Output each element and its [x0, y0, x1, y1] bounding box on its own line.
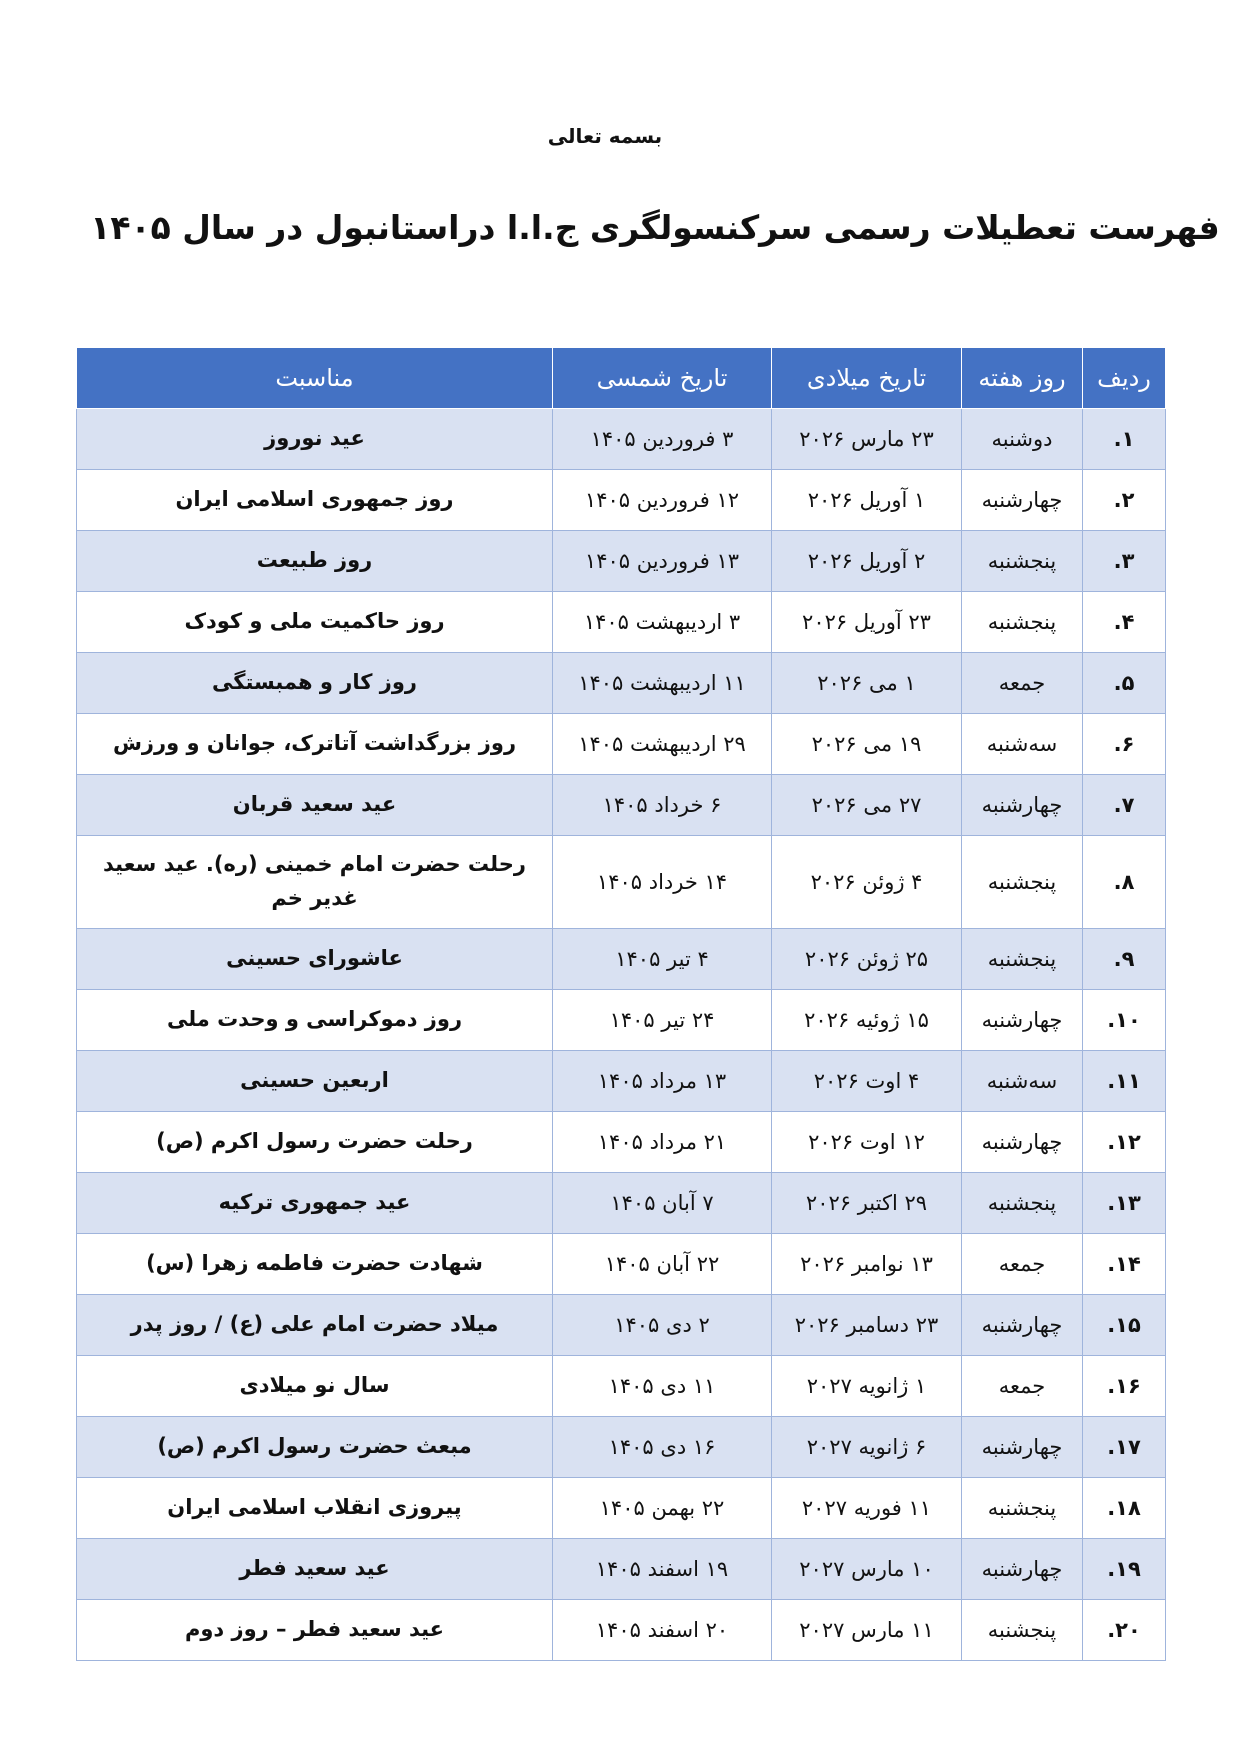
occasion-cell: پیروزی انقلاب اسلامی ایران [77, 1478, 553, 1539]
gregorian-date-cell: ۱۹ می ۲۰۲۶ [772, 714, 962, 775]
weekday-cell: جمعه [962, 1356, 1083, 1417]
page-title: فهرست تعطیلات رسمی سرکنسولگری ج.ا.ا دراستانبول در سال ۱۴۰۵ [90, 208, 1220, 247]
table-row [77, 1173, 1166, 1234]
row-number-cell: ۱. [1083, 409, 1166, 470]
occasion-cell: عید سعید فطر – روز دوم [77, 1600, 553, 1661]
shamsi-date-cell: ۱۱ اردیبهشت ۱۴۰۵ [553, 653, 772, 714]
weekday-cell: پنجشنبه [962, 1478, 1083, 1539]
table-row [77, 1112, 1166, 1173]
holidays-table [76, 347, 1166, 1661]
shamsi-date-cell: ۱۹ اسفند ۱۴۰۵ [553, 1539, 772, 1600]
gregorian-date-cell: ۱ آوریل ۲۰۲۶ [772, 470, 962, 531]
occasion-cell: عید نوروز [77, 409, 553, 470]
row-number-cell: ۱۹. [1083, 1539, 1166, 1600]
row-number-cell: ۲۰. [1083, 1600, 1166, 1661]
weekday-cell: پنجشنبه [962, 531, 1083, 592]
gregorian-date-cell: ۱ ژانویه ۲۰۲۷ [772, 1356, 962, 1417]
row-number-cell: ۴. [1083, 592, 1166, 653]
column-header-shamsi-date: تاریخ شمسی [553, 348, 772, 409]
table-row [77, 990, 1166, 1051]
row-number-cell: ۱۸. [1083, 1478, 1166, 1539]
shamsi-date-cell: ۲۹ اردیبهشت ۱۴۰۵ [553, 714, 772, 775]
occasion-cell: عید جمهوری ترکیه [77, 1173, 553, 1234]
shamsi-date-cell: ۲۱ مرداد ۱۴۰۵ [553, 1112, 772, 1173]
occasion-cell: روز حاکمیت ملی و کودک [77, 592, 553, 653]
shamsi-date-cell: ۲۲ آبان ۱۴۰۵ [553, 1234, 772, 1295]
occasion-cell: اربعین حسینی [77, 1051, 553, 1112]
shamsi-date-cell: ۲۲ بهمن ۱۴۰۵ [553, 1478, 772, 1539]
gregorian-date-cell: ۲۷ می ۲۰۲۶ [772, 775, 962, 836]
weekday-cell: پنجشنبه [962, 836, 1083, 929]
table-header-row [77, 348, 1166, 409]
basmala-heading: بسمه تعالی [547, 124, 663, 148]
row-number-cell: ۱۳. [1083, 1173, 1166, 1234]
gregorian-date-cell: ۲۳ دسامبر ۲۰۲۶ [772, 1295, 962, 1356]
gregorian-date-cell: ۱۱ فوریه ۲۰۲۷ [772, 1478, 962, 1539]
gregorian-date-cell: ۲ آوریل ۲۰۲۶ [772, 531, 962, 592]
shamsi-date-cell: ۲۰ اسفند ۱۴۰۵ [553, 1600, 772, 1661]
table-row [77, 1295, 1166, 1356]
weekday-cell: سه‌شنبه [962, 1051, 1083, 1112]
gregorian-date-cell: ۱۲ اوت ۲۰۲۶ [772, 1112, 962, 1173]
shamsi-date-cell: ۱۱ دی ۱۴۰۵ [553, 1356, 772, 1417]
weekday-cell: سه‌شنبه [962, 714, 1083, 775]
table-row [77, 775, 1166, 836]
shamsi-date-cell: ۱۶ دی ۱۴۰۵ [553, 1417, 772, 1478]
weekday-cell: چهارشنبه [962, 990, 1083, 1051]
shamsi-date-cell: ۳ اردیبهشت ۱۴۰۵ [553, 592, 772, 653]
shamsi-date-cell: ۱۳ فروردین ۱۴۰۵ [553, 531, 772, 592]
gregorian-date-cell: ۲۳ مارس ۲۰۲۶ [772, 409, 962, 470]
shamsi-date-cell: ۶ خرداد ۱۴۰۵ [553, 775, 772, 836]
occasion-cell: روز دموکراسی و وحدت ملی [77, 990, 553, 1051]
shamsi-date-cell: ۴ تیر ۱۴۰۵ [553, 929, 772, 990]
occasion-cell: رحلت حضرت امام خمینی (ره). عید سعید غدیر خم [77, 836, 553, 929]
weekday-cell: چهارشنبه [962, 1112, 1083, 1173]
column-header-weekday: روز هفته [962, 348, 1083, 409]
weekday-cell: دوشنبه [962, 409, 1083, 470]
weekday-cell: جمعه [962, 653, 1083, 714]
occasion-cell: شهادت حضرت فاطمه زهرا (س) [77, 1234, 553, 1295]
gregorian-date-cell: ۲۳ آوریل ۲۰۲۶ [772, 592, 962, 653]
row-number-cell: ۳. [1083, 531, 1166, 592]
weekday-cell: چهارشنبه [962, 1539, 1083, 1600]
gregorian-date-cell: ۱ می ۲۰۲۶ [772, 653, 962, 714]
gregorian-date-cell: ۱۳ نوامبر ۲۰۲۶ [772, 1234, 962, 1295]
row-number-cell: ۱۱. [1083, 1051, 1166, 1112]
weekday-cell: جمعه [962, 1234, 1083, 1295]
table-row [77, 409, 1166, 470]
occasion-cell: روز کار و همبستگی [77, 653, 553, 714]
row-number-cell: ۸. [1083, 836, 1166, 929]
row-number-cell: ۱۰. [1083, 990, 1166, 1051]
table-row [77, 714, 1166, 775]
column-header-gregorian-date: تاریخ میلادی [772, 348, 962, 409]
occasion-cell: میلاد حضرت امام علی (ع) / روز پدر [77, 1295, 553, 1356]
weekday-cell: چهارشنبه [962, 470, 1083, 531]
gregorian-date-cell: ۱۰ مارس ۲۰۲۷ [772, 1539, 962, 1600]
gregorian-date-cell: ۶ ژانویه ۲۰۲۷ [772, 1417, 962, 1478]
shamsi-date-cell: ۱۳ مرداد ۱۴۰۵ [553, 1051, 772, 1112]
table-row [77, 1600, 1166, 1661]
gregorian-date-cell: ۲۵ ژوئن ۲۰۲۶ [772, 929, 962, 990]
weekday-cell: پنجشنبه [962, 929, 1083, 990]
occasion-cell: عید سعید فطر [77, 1539, 553, 1600]
occasion-cell: رحلت حضرت رسول اکرم (ص) [77, 1112, 553, 1173]
occasion-cell: روز بزرگداشت آتاترک، جوانان و ورزش [77, 714, 553, 775]
shamsi-date-cell: ۲۴ تیر ۱۴۰۵ [553, 990, 772, 1051]
row-number-cell: ۷. [1083, 775, 1166, 836]
gregorian-date-cell: ۱۵ ژوئیه ۲۰۲۶ [772, 990, 962, 1051]
table-row [77, 1051, 1166, 1112]
column-header-row-number: ردیف [1083, 348, 1166, 409]
occasion-cell: روز جمهوری اسلامی ایران [77, 470, 553, 531]
row-number-cell: ۵. [1083, 653, 1166, 714]
gregorian-date-cell: ۴ اوت ۲۰۲۶ [772, 1051, 962, 1112]
row-number-cell: ۹. [1083, 929, 1166, 990]
table-row [77, 1356, 1166, 1417]
weekday-cell: پنجشنبه [962, 1600, 1083, 1661]
column-header-occasion: مناسبت [77, 348, 553, 409]
table-row [77, 592, 1166, 653]
row-number-cell: ۱۷. [1083, 1417, 1166, 1478]
shamsi-date-cell: ۱۲ فروردین ۱۴۰۵ [553, 470, 772, 531]
occasion-cell: سال نو میلادی [77, 1356, 553, 1417]
occasion-cell: عاشورای حسینی [77, 929, 553, 990]
shamsi-date-cell: ۱۴ خرداد ۱۴۰۵ [553, 836, 772, 929]
gregorian-date-cell: ۴ ژوئن ۲۰۲۶ [772, 836, 962, 929]
table-row [77, 653, 1166, 714]
occasion-cell: روز طبیعت [77, 531, 553, 592]
occasion-cell: مبعث حضرت رسول اکرم (ص) [77, 1417, 553, 1478]
table-row [77, 836, 1166, 929]
row-number-cell: ۲. [1083, 470, 1166, 531]
row-number-cell: ۱۵. [1083, 1295, 1166, 1356]
row-number-cell: ۶. [1083, 714, 1166, 775]
table-row [77, 1478, 1166, 1539]
row-number-cell: ۱۲. [1083, 1112, 1166, 1173]
weekday-cell: چهارشنبه [962, 1417, 1083, 1478]
table-row [77, 1539, 1166, 1600]
weekday-cell: چهارشنبه [962, 775, 1083, 836]
occasion-cell: عید سعید قربان [77, 775, 553, 836]
shamsi-date-cell: ۲ دی ۱۴۰۵ [553, 1295, 772, 1356]
table-row [77, 470, 1166, 531]
table-row [77, 929, 1166, 990]
row-number-cell: ۱۶. [1083, 1356, 1166, 1417]
table-row [77, 1417, 1166, 1478]
weekday-cell: پنجشنبه [962, 1173, 1083, 1234]
shamsi-date-cell: ۷ آبان ۱۴۰۵ [553, 1173, 772, 1234]
table-row [77, 1234, 1166, 1295]
weekday-cell: چهارشنبه [962, 1295, 1083, 1356]
row-number-cell: ۱۴. [1083, 1234, 1166, 1295]
weekday-cell: پنجشنبه [962, 592, 1083, 653]
gregorian-date-cell: ۲۹ اکتبر ۲۰۲۶ [772, 1173, 962, 1234]
table-body [77, 409, 1166, 1661]
shamsi-date-cell: ۳ فروردین ۱۴۰۵ [553, 409, 772, 470]
table-row [77, 531, 1166, 592]
gregorian-date-cell: ۱۱ مارس ۲۰۲۷ [772, 1600, 962, 1661]
